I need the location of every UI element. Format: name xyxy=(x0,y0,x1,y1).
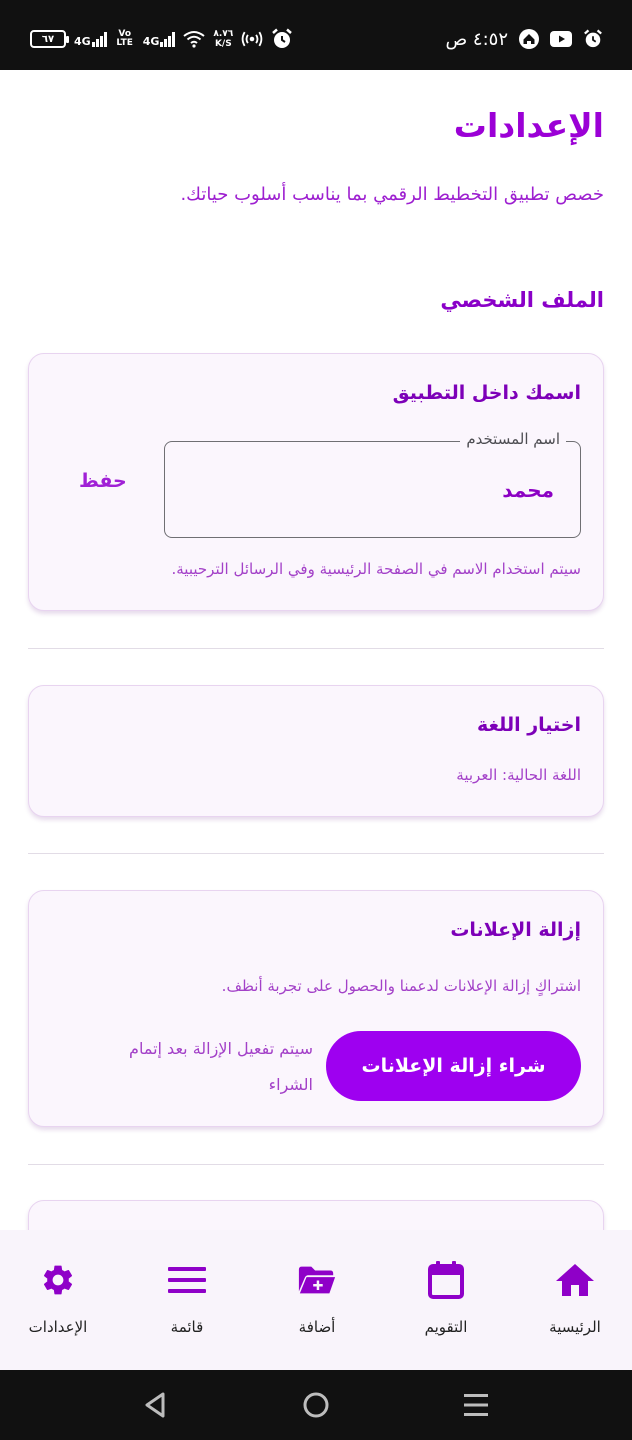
home-icon xyxy=(555,1260,595,1300)
nav-label-menu: قائمة xyxy=(170,1318,204,1336)
alarm-icon xyxy=(271,28,293,50)
network-speed-value: ٨.٧٦ xyxy=(213,29,234,39)
battery-icon xyxy=(30,30,66,48)
profile-card-title: اسمك داخل التطبيق xyxy=(392,382,581,404)
clock: ٤:٥٢ ص xyxy=(445,28,508,50)
nav-label-calendar: التقويم xyxy=(424,1318,468,1336)
hotspot-icon xyxy=(241,28,263,50)
signal-1-icon xyxy=(74,31,107,47)
home-notification-icon xyxy=(518,28,540,50)
remove-ads-card-title: إزالة الإعلانات xyxy=(450,919,581,941)
calendar-icon xyxy=(426,1260,466,1300)
settings-page xyxy=(0,70,632,1230)
back-triangle-icon xyxy=(141,1390,171,1420)
system-navigation-bar xyxy=(0,1370,632,1440)
recents-lines-icon xyxy=(461,1390,491,1420)
username-field-label: اسم المستخدم xyxy=(460,430,566,448)
volte-label: Vo LTE xyxy=(116,29,133,48)
section-title-profile: الملف الشخصي xyxy=(440,288,604,312)
purchase-note: سيتم تفعيل الإزالة بعد إتمام الشراء xyxy=(129,1039,313,1094)
divider xyxy=(28,853,604,854)
nav-item-add[interactable] xyxy=(262,1260,372,1350)
current-language: اللغة الحالية: العربية xyxy=(456,766,581,784)
save-name-button[interactable]: حفظ xyxy=(79,470,127,492)
status-bar xyxy=(0,0,632,70)
status-bar-left xyxy=(30,24,293,54)
nav-item-home[interactable] xyxy=(520,1260,630,1350)
network-speed-unit: K/S xyxy=(214,39,232,49)
profile-name-card xyxy=(28,353,604,611)
nav-item-settings[interactable] xyxy=(3,1260,113,1350)
page-title: الإعدادات xyxy=(453,106,604,145)
page-subtitle: خصص تطبيق التخطيط الرقمي بما يناسب أسلوب حياتك. xyxy=(180,184,604,205)
home-button[interactable] xyxy=(301,1390,331,1420)
network-speed xyxy=(213,29,233,49)
next-settings-card xyxy=(28,1200,604,1230)
divider xyxy=(28,1164,604,1165)
youtube-icon xyxy=(550,28,572,50)
nav-label-add: أضافة xyxy=(298,1318,336,1336)
battery-level: ٦٧ xyxy=(41,33,55,45)
back-button[interactable] xyxy=(141,1390,171,1420)
nav-label-settings: الإعدادات xyxy=(28,1318,88,1336)
nav-label-home: الرئيسية xyxy=(549,1318,601,1336)
folder-add-icon xyxy=(297,1260,337,1300)
remove-ads-description: اشتراكٍ إزالة الإعلانات لدعمنا والحصول على تجربة أنظف. xyxy=(221,977,581,995)
network-type-1: 4G xyxy=(74,35,91,48)
bottom-navigation xyxy=(0,1230,632,1370)
buy-remove-ads-button[interactable]: شراء إزالة الإعلانات xyxy=(326,1031,581,1101)
signal-2-icon xyxy=(143,31,176,47)
menu-icon xyxy=(167,1260,207,1300)
recent-apps-button[interactable] xyxy=(461,1390,491,1420)
nav-item-menu[interactable] xyxy=(132,1260,242,1350)
username-field[interactable] xyxy=(164,430,581,538)
home-circle-icon xyxy=(301,1390,331,1420)
language-card-title: اختيار اللغة xyxy=(476,714,581,736)
divider xyxy=(28,648,604,649)
wifi-icon xyxy=(183,28,205,50)
language-card[interactable] xyxy=(28,685,604,817)
remove-ads-card xyxy=(28,890,604,1127)
network-type-2: 4G xyxy=(142,35,160,48)
gear-icon xyxy=(38,1260,78,1300)
username-input[interactable] xyxy=(194,478,554,502)
profile-hint: سيتم استخدام الاسم في الصفحة الرئيسية وفي الرسائل الترحيبية. xyxy=(171,560,581,578)
nav-item-calendar[interactable] xyxy=(391,1260,501,1350)
status-bar-right xyxy=(445,24,604,54)
alarm-notification-icon xyxy=(582,28,604,50)
